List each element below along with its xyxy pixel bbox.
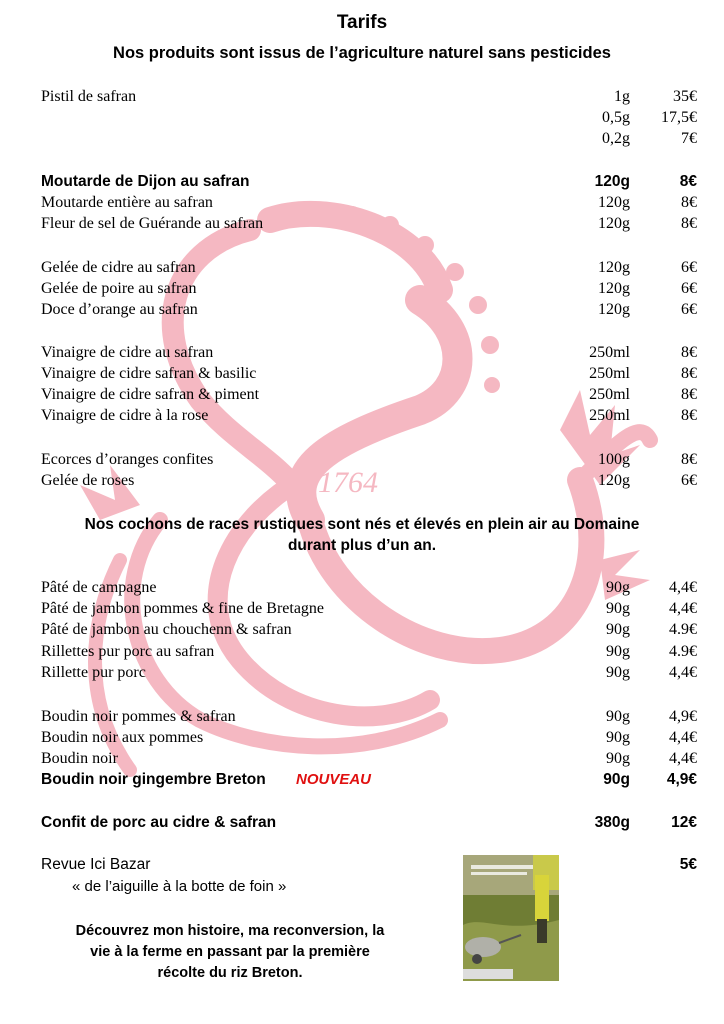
- item-qty: 0,5g: [602, 109, 630, 126]
- revue-description: [40, 921, 420, 984]
- item-price: 4,4€: [669, 664, 697, 681]
- item-qty: 120g: [598, 280, 630, 297]
- item-name: Gelée de poire au safran: [41, 280, 197, 297]
- item-name: Confit de porc au cidre & safran: [41, 814, 277, 831]
- item-qty: 250ml: [589, 386, 630, 403]
- list-item: [0, 706, 724, 728]
- item-price: 4,4€: [669, 729, 697, 746]
- item-qty: 90g: [606, 664, 630, 681]
- item-price: 4,9€: [666, 771, 697, 788]
- item-qty: 120g: [594, 173, 630, 190]
- item-qty: 90g: [606, 643, 630, 660]
- item-price: 8€: [681, 215, 697, 232]
- item-price: 17,5€: [661, 109, 697, 126]
- watermark-year: 1764: [318, 466, 378, 499]
- list-item: [0, 171, 724, 193]
- item-price: 4.9€: [669, 643, 697, 660]
- list-item: [0, 748, 724, 770]
- list-item: [0, 299, 724, 321]
- item-price: 4,4€: [669, 750, 697, 767]
- item-qty: 250ml: [589, 365, 630, 382]
- item-name: Gelée de cidre au safran: [41, 259, 196, 276]
- item-qty: 90g: [606, 621, 630, 638]
- list-item: [0, 662, 724, 684]
- item-name: Pâté de jambon au chouchenn & safran: [41, 621, 292, 638]
- item-name: Boudin noir pommes & safran: [41, 708, 236, 725]
- item-name: Boudin noir aux pommes: [41, 729, 204, 746]
- item-price: 8€: [681, 365, 697, 382]
- item-price: 4,4€: [669, 579, 697, 596]
- item-qty: 120g: [598, 259, 630, 276]
- item-qty: 250ml: [589, 344, 630, 361]
- item-price: 8€: [681, 194, 697, 211]
- item-name: Vinaigre de cidre safran & piment: [41, 386, 260, 403]
- item-price: 8€: [681, 344, 697, 361]
- item-price: 12€: [671, 814, 697, 831]
- item-price: 7€: [681, 130, 697, 147]
- list-item: [0, 128, 724, 150]
- page-subtitle: Nos produits sont issus de l’agriculture naturel sans pesticides: [113, 44, 611, 62]
- revue-description-line: Découvrez mon histoire, ma reconversion, la: [75, 923, 385, 939]
- item-price: 4,4€: [669, 600, 697, 617]
- item-name: Pâté de jambon pommes & fine de Bretagne: [41, 600, 325, 617]
- item-name: Boudin noir: [41, 750, 118, 767]
- item-qty: 1g: [614, 88, 630, 105]
- list-item: [0, 641, 724, 663]
- item-name: Fleur de sel de Guérande au safran: [41, 215, 264, 232]
- list-item: [0, 278, 724, 300]
- item-price: 35€: [673, 88, 697, 105]
- list-item: [0, 192, 724, 214]
- list-item: [0, 257, 724, 279]
- list-item: [0, 405, 724, 427]
- list-item: [0, 470, 724, 492]
- item-price: 6€: [681, 301, 697, 318]
- section-note-line: Nos cochons de races rustiques sont nés et élevés en plein air au Domaine: [84, 516, 640, 533]
- list-item: [0, 107, 724, 129]
- item-name: Rillette pur porc: [41, 664, 146, 681]
- item-name: Moutarde entière au safran: [41, 194, 213, 211]
- page-title: Tarifs: [336, 12, 388, 33]
- item-qty: 90g: [606, 600, 630, 617]
- item-name: Boudin noir gingembre Breton: [41, 771, 266, 788]
- item-price: 6€: [681, 472, 697, 489]
- item-price: 4.9€: [669, 621, 697, 638]
- list-item: [0, 213, 724, 235]
- item-qty: 380g: [594, 814, 630, 831]
- item-qty: 250ml: [589, 407, 630, 424]
- item-name: Vinaigre de cidre au safran: [41, 344, 214, 361]
- item-qty: 100g: [598, 451, 630, 468]
- list-item: [0, 727, 724, 749]
- item-price: 6€: [681, 280, 697, 297]
- item-name: Gelée de roses: [41, 472, 135, 489]
- item-qty: 90g: [606, 579, 630, 596]
- item-name: Rillettes pur porc au safran: [41, 643, 215, 660]
- item-name: Doce d’orange au safran: [41, 301, 198, 318]
- new-badge: NOUVEAU: [296, 771, 372, 788]
- revue-description-line: vie à la ferme en passant par la première: [90, 944, 370, 960]
- list-item: [0, 812, 724, 834]
- section-note-line: durant plus d’un an.: [287, 537, 437, 554]
- item-qty: 120g: [598, 215, 630, 232]
- list-item: [0, 619, 724, 641]
- revue-price: 5€: [679, 856, 697, 873]
- item-name: Pâté de campagne: [41, 579, 157, 596]
- item-price: 4,9€: [669, 708, 697, 725]
- item-name: Vinaigre de cidre à la rose: [41, 407, 209, 424]
- item-name: Pistil de safran: [41, 88, 137, 105]
- list-item: [0, 342, 724, 364]
- item-qty: 90g: [606, 750, 630, 767]
- revue-description-line: récolte du riz Breton.: [157, 965, 303, 981]
- list-item: [0, 384, 724, 406]
- revue-subtitle: « de l’aiguille à la botte de foin »: [72, 878, 287, 895]
- item-qty: 120g: [598, 301, 630, 318]
- item-name: Vinaigre de cidre safran & basilic: [41, 365, 257, 382]
- item-name: Moutarde de Dijon au safran: [41, 173, 250, 190]
- item-price: 8€: [679, 173, 697, 190]
- item-qty: 90g: [606, 729, 630, 746]
- list-item: [0, 449, 724, 471]
- item-qty: 90g: [606, 708, 630, 725]
- revue-title: Revue Ici Bazar: [41, 856, 151, 873]
- section-note: [0, 514, 724, 556]
- item-name: Ecorces d’oranges confites: [41, 451, 214, 468]
- item-price: 6€: [681, 259, 697, 276]
- list-item: [0, 769, 724, 791]
- item-qty: 0,2g: [602, 130, 630, 147]
- list-item: [0, 598, 724, 620]
- item-qty: 120g: [598, 194, 630, 211]
- item-price: 8€: [681, 451, 697, 468]
- list-item: [0, 86, 724, 108]
- item-price: 8€: [681, 386, 697, 403]
- item-qty: 90g: [603, 771, 630, 788]
- list-item: [0, 577, 724, 599]
- list-item: [0, 363, 724, 385]
- magazine-cover-image: [463, 855, 559, 981]
- item-qty: 120g: [598, 472, 630, 489]
- item-price: 8€: [681, 407, 697, 424]
